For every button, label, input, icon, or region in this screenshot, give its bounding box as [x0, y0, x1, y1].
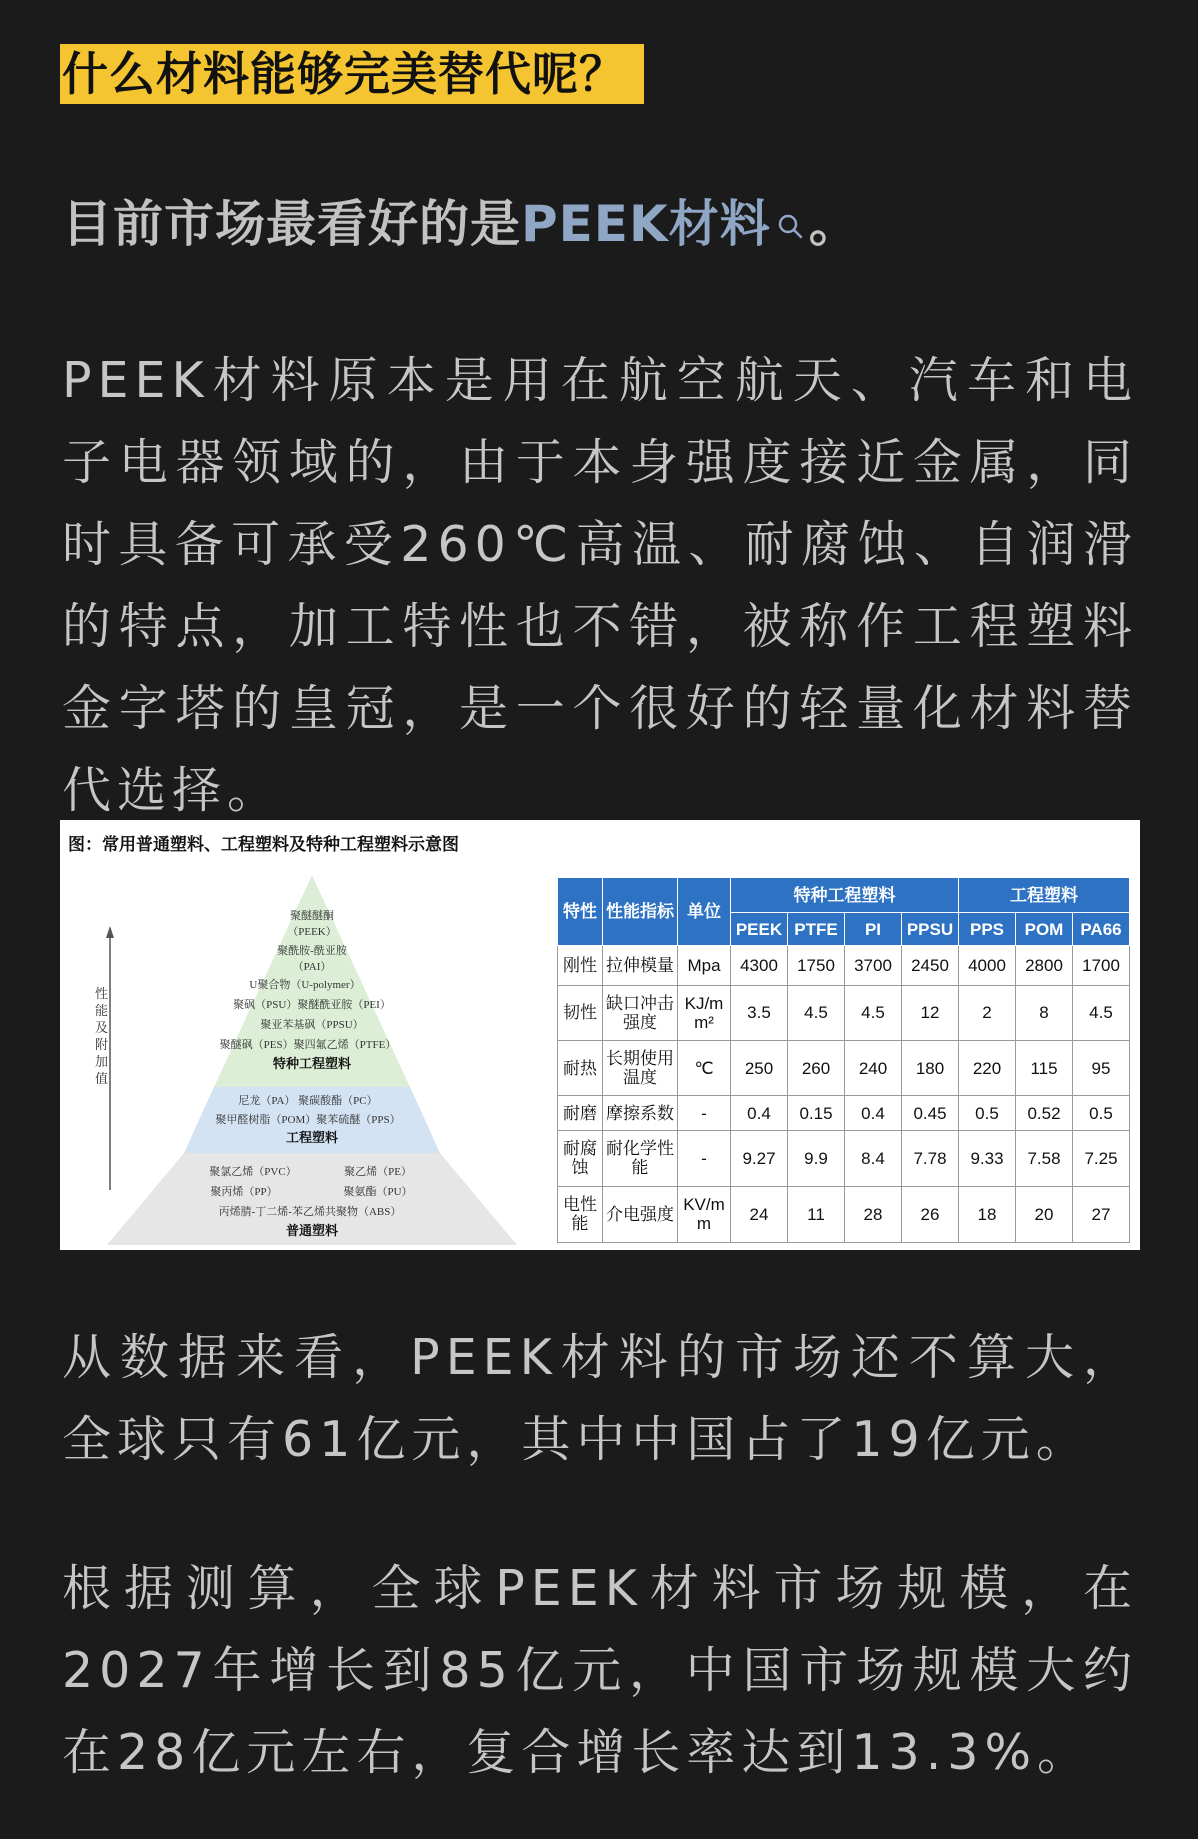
value-cell: 28	[845, 1186, 902, 1243]
unit-cell: Mpa	[678, 946, 731, 986]
properties-table	[557, 877, 1130, 1243]
value-cell: 12	[902, 985, 959, 1040]
search-icon[interactable]	[777, 190, 805, 262]
value-cell: 11	[788, 1186, 845, 1243]
general-item: 聚氯乙烯（PVC）	[209, 1166, 297, 1178]
lead-sentence	[62, 188, 860, 262]
paragraph-text: PEEK材料原本是用在航空航天、汽车和电子电器领域的，由于本身强度接近金属，同时具备可承受260℃高温、耐腐蚀、自润滑的特点，加工特性也不错，被称作工程塑料金字塔的皇冠，是一个很好的轻量化材料替代选择。	[62, 352, 1138, 819]
comparison-figure	[60, 820, 1140, 1250]
special-item: 聚醚砜（PES）聚四氟乙烯（PTFE）	[219, 1039, 397, 1051]
paragraph-intro	[62, 340, 1138, 832]
value-cell: 0.15	[788, 1096, 845, 1131]
table-row	[558, 1096, 1130, 1131]
unit-cell: KJ/m m²	[678, 985, 731, 1040]
section-heading: 什么材料能够完美替代呢？	[60, 44, 644, 104]
plastics-pyramid	[60, 820, 560, 1250]
general-item: 聚氨酯（PU）	[343, 1186, 413, 1198]
value-cell: 26	[902, 1186, 959, 1243]
general-item: 丙烯腈-丁二烯-苯乙烯共聚物（ABS）	[218, 1206, 402, 1218]
value-cell: 8.4	[845, 1131, 902, 1186]
value-cell: 260	[788, 1040, 845, 1095]
value-cell: 95	[1073, 1040, 1130, 1095]
table-row	[558, 985, 1130, 1040]
axis-label: 性能及附加值	[95, 986, 109, 1086]
value-cell: 9.27	[731, 1131, 788, 1186]
material-header: PEEK	[731, 913, 788, 946]
special-item: 聚酰胺-酰亚胺	[277, 945, 347, 957]
index-cell: 摩擦系数	[603, 1096, 678, 1131]
col-header: 特性	[558, 878, 603, 946]
paragraph-text: 从数据来看，PEEK材料的市场还不算大，全球只有61亿元，其中中国占了19亿元。	[62, 1329, 1138, 1468]
value-cell: 2450	[902, 946, 959, 986]
tier-label-special: 特种工程塑料	[272, 1056, 352, 1071]
value-cell: 9.33	[959, 1131, 1016, 1186]
material-header: PTFE	[788, 913, 845, 946]
value-cell: 115	[1016, 1040, 1073, 1095]
value-cell: 4.5	[1073, 985, 1130, 1040]
value-cell: 7.78	[902, 1131, 959, 1186]
lead-suffix: 。	[808, 195, 860, 253]
value-cell: 3.5	[731, 985, 788, 1040]
special-item: U聚合物（U-polymer）	[249, 979, 361, 991]
col-header: 性能指标	[603, 878, 678, 946]
value-cell: 1750	[788, 946, 845, 986]
value-cell: 4.5	[788, 985, 845, 1040]
value-cell: 0.5	[1073, 1096, 1130, 1131]
value-cell: 220	[959, 1040, 1016, 1095]
tier-label-general: 普通塑料	[285, 1223, 339, 1238]
engineering-item: 尼龙（PA） 聚碳酸酯（PC）	[238, 1095, 378, 1107]
value-cell: 0.5	[959, 1096, 1016, 1131]
table-row	[558, 1131, 1130, 1186]
index-cell: 缺口冲击强度	[603, 985, 678, 1040]
paragraph-market-size	[62, 1317, 1138, 1481]
value-cell: 7.58	[1016, 1131, 1073, 1186]
table-row	[558, 1040, 1130, 1095]
general-item: 聚丙烯（PP）	[210, 1186, 278, 1198]
tier-label-engineering: 工程塑料	[285, 1130, 339, 1145]
special-item: 聚醚醚酮	[290, 910, 334, 922]
special-item: （PAI）	[292, 961, 332, 973]
paragraph-forecast	[62, 1548, 1138, 1794]
value-cell: 3700	[845, 946, 902, 986]
value-cell: 180	[902, 1040, 959, 1095]
material-header: POM	[1016, 913, 1073, 946]
lead-prefix: 目前市场最看好的是	[62, 195, 521, 253]
value-cell: 27	[1073, 1186, 1130, 1243]
property-cell: 耐腐蚀	[558, 1131, 603, 1186]
value-cell: 1700	[1073, 946, 1130, 986]
value-cell: 4300	[731, 946, 788, 986]
property-cell: 耐磨	[558, 1096, 603, 1131]
property-cell: 耐热	[558, 1040, 603, 1095]
unit-cell: ℃	[678, 1040, 731, 1095]
property-cell: 电性能	[558, 1186, 603, 1243]
value-cell: 0.45	[902, 1096, 959, 1131]
table-row	[558, 946, 1130, 986]
property-cell: 刚性	[558, 946, 603, 986]
value-cell: 0.4	[845, 1096, 902, 1131]
value-cell: 4000	[959, 946, 1016, 986]
value-cell: 4.5	[845, 985, 902, 1040]
engineering-item: 聚甲醛树脂（POM）聚苯硫醚（PPS）	[215, 1114, 401, 1126]
value-cell: 250	[731, 1040, 788, 1095]
unit-cell: KV/m m	[678, 1186, 731, 1243]
index-cell: 介电强度	[603, 1186, 678, 1243]
value-cell: 2800	[1016, 946, 1073, 986]
special-item: 聚亚苯基砜（PPSU）	[260, 1019, 364, 1031]
value-cell: 2	[959, 985, 1016, 1040]
group-header: 特种工程塑料	[731, 878, 959, 913]
figure-title: 图：常用普通塑料、工程塑料及特种工程塑料示意图	[68, 835, 459, 854]
col-header: 单位	[678, 878, 731, 946]
value-cell: 18	[959, 1186, 1016, 1243]
index-cell: 拉伸模量	[603, 946, 678, 986]
group-header: 工程塑料	[959, 878, 1130, 913]
unit-cell: -	[678, 1131, 731, 1186]
general-item: 聚乙烯（PE）	[344, 1166, 412, 1178]
paragraph-text: 根据测算，全球PEEK材料市场规模，在2027年增长到85亿元，中国市场规模大约在28亿元左右，复合增长率达到13.3%。	[62, 1560, 1138, 1781]
unit-cell: -	[678, 1096, 731, 1131]
special-item: （PEEK）	[287, 926, 337, 938]
value-cell: 20	[1016, 1186, 1073, 1243]
material-header: PA66	[1073, 913, 1130, 946]
axis-arrow-icon	[106, 926, 114, 938]
value-cell: 9.9	[788, 1131, 845, 1186]
value-cell: 24	[731, 1186, 788, 1243]
value-cell: 7.25	[1073, 1131, 1130, 1186]
index-cell: 耐化学性能	[603, 1131, 678, 1186]
value-cell: 8	[1016, 985, 1073, 1040]
table-row	[558, 1186, 1130, 1243]
peek-keyword-link[interactable]: PEEK材料	[521, 195, 771, 253]
property-cell: 韧性	[558, 985, 603, 1040]
index-cell: 长期使用温度	[603, 1040, 678, 1095]
special-item: 聚砜（PSU）聚醚酰亚胺（PEI）	[233, 999, 391, 1011]
value-cell: 240	[845, 1040, 902, 1095]
material-header: PPS	[959, 913, 1016, 946]
value-cell: 0.52	[1016, 1096, 1073, 1131]
material-header: PI	[845, 913, 902, 946]
material-header: PPSU	[902, 913, 959, 946]
value-cell: 0.4	[731, 1096, 788, 1131]
